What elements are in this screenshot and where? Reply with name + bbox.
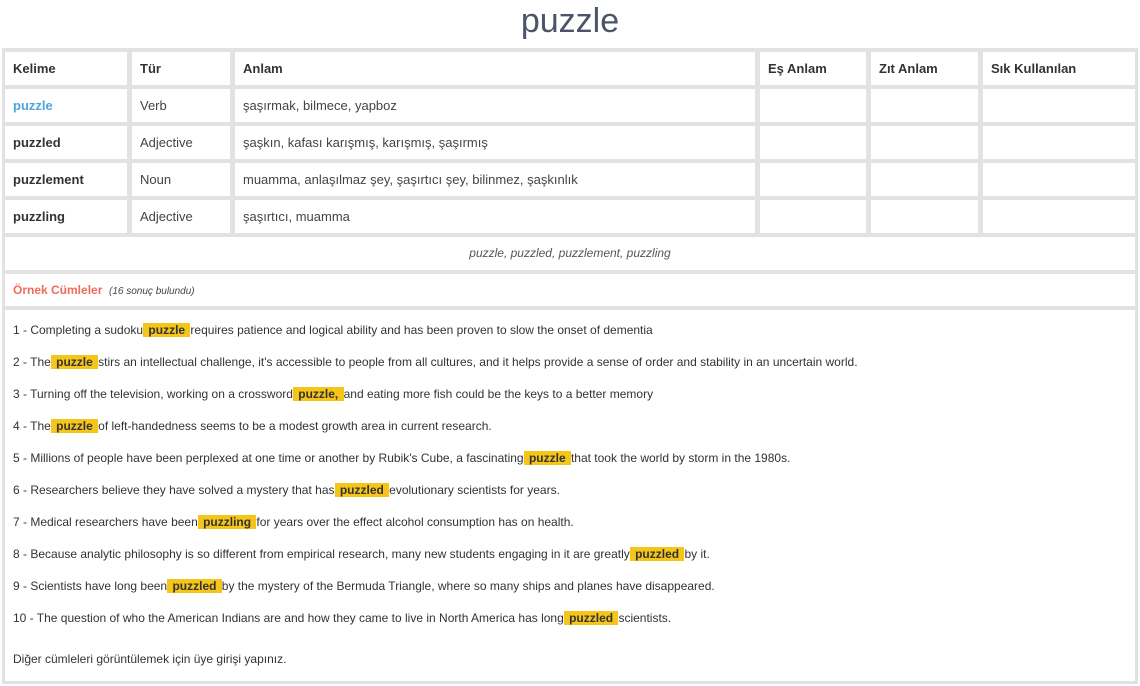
highlighted-word: puzzling bbox=[199, 515, 255, 529]
sentence-text: stirs an intellectual challenge, it's accessible to people from all cultures, and it helps provide a sense of order and stability in an uncertain world. bbox=[98, 355, 858, 369]
word-antonym bbox=[871, 126, 978, 159]
header-antonym: Zıt Anlam bbox=[871, 52, 978, 85]
example-sentence bbox=[13, 570, 1127, 602]
table-row bbox=[5, 89, 1135, 122]
sentence-text: 6 - Researchers believe they have solved a mystery that has bbox=[13, 483, 335, 497]
word-link[interactable]: puzzling bbox=[5, 200, 127, 233]
word-meaning: muamma, anlaşılmaz şey, şaşırtıcı şey, bilinmez, şaşkınlık bbox=[235, 163, 755, 196]
word-forms: puzzle, puzzled, puzzlement, puzzling bbox=[5, 237, 1135, 270]
table-row bbox=[5, 126, 1135, 159]
highlighted-word: puzzle bbox=[52, 355, 97, 369]
example-sentence bbox=[13, 410, 1127, 442]
sentence-text: 5 - Millions of people have been perplexed at one time or another by Rubik's Cube, a fascinating bbox=[13, 451, 524, 465]
example-sentence bbox=[13, 378, 1127, 410]
sentence-text: 2 - The bbox=[13, 355, 51, 369]
word-antonym bbox=[871, 89, 978, 122]
example-sentence bbox=[13, 474, 1127, 506]
examples-title: Örnek Cümleler bbox=[13, 283, 103, 297]
word-synonym bbox=[760, 200, 866, 233]
sentence-text: by it. bbox=[684, 547, 710, 561]
word-common bbox=[983, 89, 1135, 122]
word-antonym bbox=[871, 200, 978, 233]
login-note: Diğer cümleleri görüntülemek için üye girişi yapınız. bbox=[13, 652, 287, 666]
header-word: Kelime bbox=[5, 52, 127, 85]
example-sentence bbox=[13, 602, 1127, 634]
table-row bbox=[5, 200, 1135, 233]
example-sentence bbox=[13, 314, 1127, 346]
sentence-text: 1 - Completing a sudoku bbox=[13, 323, 144, 337]
highlighted-word: puzzled bbox=[565, 611, 617, 625]
header-type: Tür bbox=[132, 52, 230, 85]
sentence-text: of left-handedness seems to be a modest growth area in current research. bbox=[98, 419, 492, 433]
word-link[interactable]: puzzled bbox=[5, 126, 127, 159]
example-sentence bbox=[13, 506, 1127, 538]
word-synonym bbox=[760, 163, 866, 196]
header-meaning: Anlam bbox=[235, 52, 755, 85]
sentence-text: 7 - Medical researchers have been bbox=[13, 515, 198, 529]
highlighted-word: puzzled bbox=[169, 579, 220, 593]
examples-list bbox=[5, 310, 1135, 681]
examples-header bbox=[5, 274, 1135, 306]
word-synonym bbox=[760, 89, 866, 122]
examples-count: (16 sonuç bulundu) bbox=[109, 286, 195, 297]
sentence-text: 4 - The bbox=[13, 419, 51, 433]
sentence-text: for years over the effect alcohol consumption has on health. bbox=[256, 515, 574, 529]
highlighted-word: puzzled bbox=[631, 547, 683, 561]
highlighted-word: puzzle bbox=[52, 419, 97, 433]
word-antonym bbox=[871, 163, 978, 196]
word-meaning: şaşırtıcı, muamma bbox=[235, 200, 755, 233]
word-synonym bbox=[760, 126, 866, 159]
word-type: Adjective bbox=[132, 200, 230, 233]
table-row bbox=[5, 163, 1135, 196]
sentence-text: requires patience and logical ability and has been proven to slow the onset of dementia bbox=[190, 323, 653, 337]
word-common bbox=[983, 200, 1135, 233]
word-type: Adjective bbox=[132, 126, 230, 159]
table-header-row bbox=[5, 52, 1135, 85]
sentence-text: 3 - Turning off the television, working on a crossword bbox=[13, 387, 293, 401]
highlighted-word: puzzled bbox=[336, 483, 388, 497]
word-type: Noun bbox=[132, 163, 230, 196]
highlighted-word: puzzle bbox=[525, 451, 569, 465]
sentence-text: by the mystery of the Bermuda Triangle, where so many ships and planes have disappeared. bbox=[221, 579, 715, 593]
word-table bbox=[0, 48, 1140, 237]
sentence-text: 10 - The question of who the American Indians are and how they came to live in North America has long bbox=[13, 611, 564, 625]
example-sentence bbox=[13, 442, 1127, 474]
header-synonym: Eş Anlam bbox=[760, 52, 866, 85]
example-sentence bbox=[13, 346, 1127, 378]
word-common bbox=[983, 163, 1135, 196]
highlighted-word: puzzle bbox=[145, 323, 189, 337]
sentence-text: evolutionary scientists for years. bbox=[389, 483, 560, 497]
word-meaning: şaşırmak, bilmece, yapboz bbox=[235, 89, 755, 122]
page-title: puzzle bbox=[520, 2, 620, 40]
sentence-text: 9 - Scientists have long been bbox=[13, 579, 168, 593]
example-sentence bbox=[13, 538, 1127, 570]
highlighted-word: puzzle, bbox=[294, 387, 342, 401]
header-common: Sık Kullanılan bbox=[983, 52, 1135, 85]
word-link[interactable]: puzzle bbox=[5, 89, 127, 122]
sentence-text: that took the world by storm in the 1980s. bbox=[570, 451, 791, 465]
sentence-text: scientists. bbox=[618, 611, 672, 625]
sentence-text: 8 - Because analytic philosophy is so different from empirical research, many new students engaging in it are greatly bbox=[13, 547, 630, 561]
sentence-text: and eating more fish could be the keys to a better memory bbox=[343, 387, 654, 401]
word-meaning: şaşkın, kafası karışmış, karışmış, şaşırmış bbox=[235, 126, 755, 159]
dictionary-panel bbox=[2, 48, 1138, 684]
word-link[interactable]: puzzlement bbox=[5, 163, 127, 196]
word-common bbox=[983, 126, 1135, 159]
word-type: Verb bbox=[132, 89, 230, 122]
